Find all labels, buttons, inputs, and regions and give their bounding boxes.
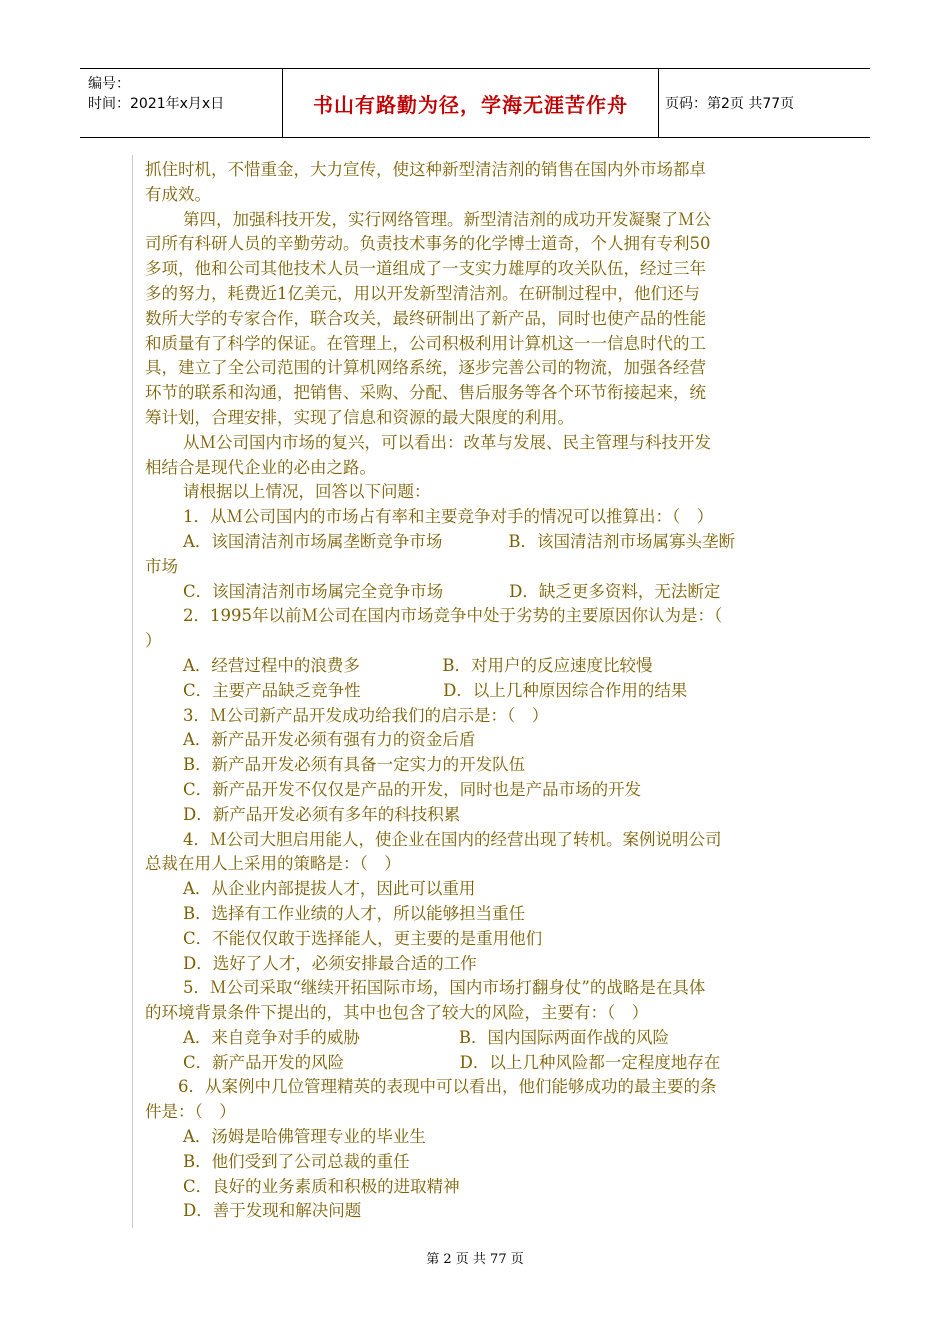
question-2-options-cd: C．主要产品缺乏竞争性 D．以上几种原因综合作用的结果 [183, 680, 688, 700]
question-4: 4．Ｍ公司大胆启用能人，使企业在国内的经营出现了转机。案例说明公司 [183, 829, 722, 849]
option-d: D．选好了人才，必须安排最合适的工作 [183, 953, 477, 973]
footer-page-number: 第 2 页 共 77 页 [426, 1252, 524, 1267]
number-label: 编号： [88, 76, 130, 92]
question-3: 3．Ｍ公司新产品开发成功给我们的启示是：（ ） [183, 705, 549, 725]
text-line: 具，建立了全公司范围的计算机网络系统，逐步完善公司的物流，加强各经营 [145, 358, 706, 378]
option-a: A．新产品开发必须有强有力的资金后盾 [183, 730, 476, 750]
question-1: 1．从Ｍ公司国内的市场占有率和主要竞争对手的情况可以推算出：（ ） [183, 507, 714, 527]
option-a: A．汤姆是哈佛管理专业的毕业生 [183, 1127, 426, 1147]
text-line: 数所大学的专家合作，联合攻关，最终研制出了新产品，同时也使产品的性能 [145, 308, 706, 328]
page-header [80, 68, 870, 138]
question-1-options-ab: A．该国清洁剂市场属垄断竞争市场 B．该国清洁剂市场属寡头垄断 [183, 531, 736, 551]
question-5-options-cd: C．新产品开发的风险 D．以上几种风险都一定程度地存在 [183, 1052, 721, 1072]
header-motto-cell [283, 69, 659, 137]
text-line: 筹计划，合理安排，实现了信息和资源的最大限度的利用。 [145, 407, 574, 427]
text-line: 有成效。 [145, 184, 211, 204]
option-b: B．新产品开发必须有具备一定实力的开发队伍 [183, 755, 526, 775]
question-5: 5．Ｍ公司采取“继续开拓国际市场，国内市场打翻身仗”的战略是在具体 [183, 978, 706, 998]
text-line: 司所有科研人员的辛勤劳动。负责技术事务的化学博士道奇，个人拥有专利50 [145, 234, 711, 254]
text-line: 的环境背景条件下提出的，其中也包含了较大的风险，主要有：（ ） [145, 1003, 649, 1023]
text-line: 环节的联系和沟通，把销售、采购、分配、售后服务等各个环节衔接起来，统 [145, 383, 706, 403]
text-line: 件是：（ ） [145, 1102, 236, 1122]
question-2: 2．1995年以前Ｍ公司在国内市场竞争中处于劣势的主要原因你认为是：（ [183, 606, 723, 626]
text-line: 总裁在用人上采用的策略是：（ ） [145, 854, 401, 874]
option-c: C．良好的业务素质和积极的进取精神 [183, 1176, 460, 1196]
option-b: B．他们受到了公司总裁的重任 [183, 1151, 410, 1171]
header-page-info [659, 69, 870, 137]
text-line: ） [145, 631, 162, 651]
question-1-options-cd: C．该国清洁剂市场属完全竞争市场 D．缺乏更多资料，无法断定 [183, 581, 721, 601]
text-line: 第四，加强科技开发，实行网络管理。新型清洁剂的成功开发凝聚了Ｍ公 [183, 209, 711, 229]
option-a: A．从企业内部提拔人才，因此可以重用 [183, 879, 476, 899]
question-5-options-ab: A．来自竞争对手的威胁 B．国内国际两面作战的风险 [183, 1027, 670, 1047]
page-footer [0, 1248, 950, 1267]
text-line: 多项，他和公司其他技术人员一道组成了一支实力雄厚的攻关队伍，经过三年 [145, 259, 706, 279]
text-line: 从Ｍ公司国内市场的复兴，可以看出：改革与发展、民主管理与科技开发 [183, 432, 711, 452]
option-c: C．新产品开发不仅仅是产品的开发，同时也是产品市场的开发 [183, 779, 642, 799]
motto: 书山有路勤为径，学海无涯苦作舟 [313, 92, 628, 117]
option-d: D．新产品开发必须有多年的科技积累 [183, 804, 461, 824]
option-d: D．善于发现和解决问题 [183, 1201, 362, 1221]
text-line: 多的努力，耗费近1亿美元，用以开发新型清洁剂。在研制过程中，他们还与 [145, 283, 700, 303]
header-meta [80, 69, 283, 137]
text-line: 相结合是现代企业的必由之路。 [145, 457, 376, 477]
document-body [145, 158, 810, 1224]
page-info: 页码：第2页 共77页 [665, 96, 795, 112]
text-line: 抓住时机，不惜重金，大力宣传，使这种新型清洁剂的销售在国内外市场都卓 [145, 160, 706, 179]
option-b: B．选择有工作业绩的人才，所以能够担当重任 [183, 903, 526, 923]
text-line: 请根据以上情况，回答以下问题： [183, 482, 431, 502]
time-label: 时间：2021年x月x日 [88, 96, 225, 112]
question-6: 6．从案例中几位管理精英的表现中可以看出，他们能够成功的最主要的条 [178, 1077, 717, 1097]
margin-line [132, 155, 133, 1228]
text-line: 和质量有了科学的保证。在管理上，公司积极利用计算机这一一信息时代的工 [145, 333, 706, 353]
text-line: 市场 [145, 556, 178, 576]
option-c: C．不能仅仅敢于选择能人，更主要的是重用他们 [183, 928, 543, 948]
question-2-options-ab: A．经营过程中的浪费多 B．对用户的反应速度比较慢 [183, 655, 653, 675]
